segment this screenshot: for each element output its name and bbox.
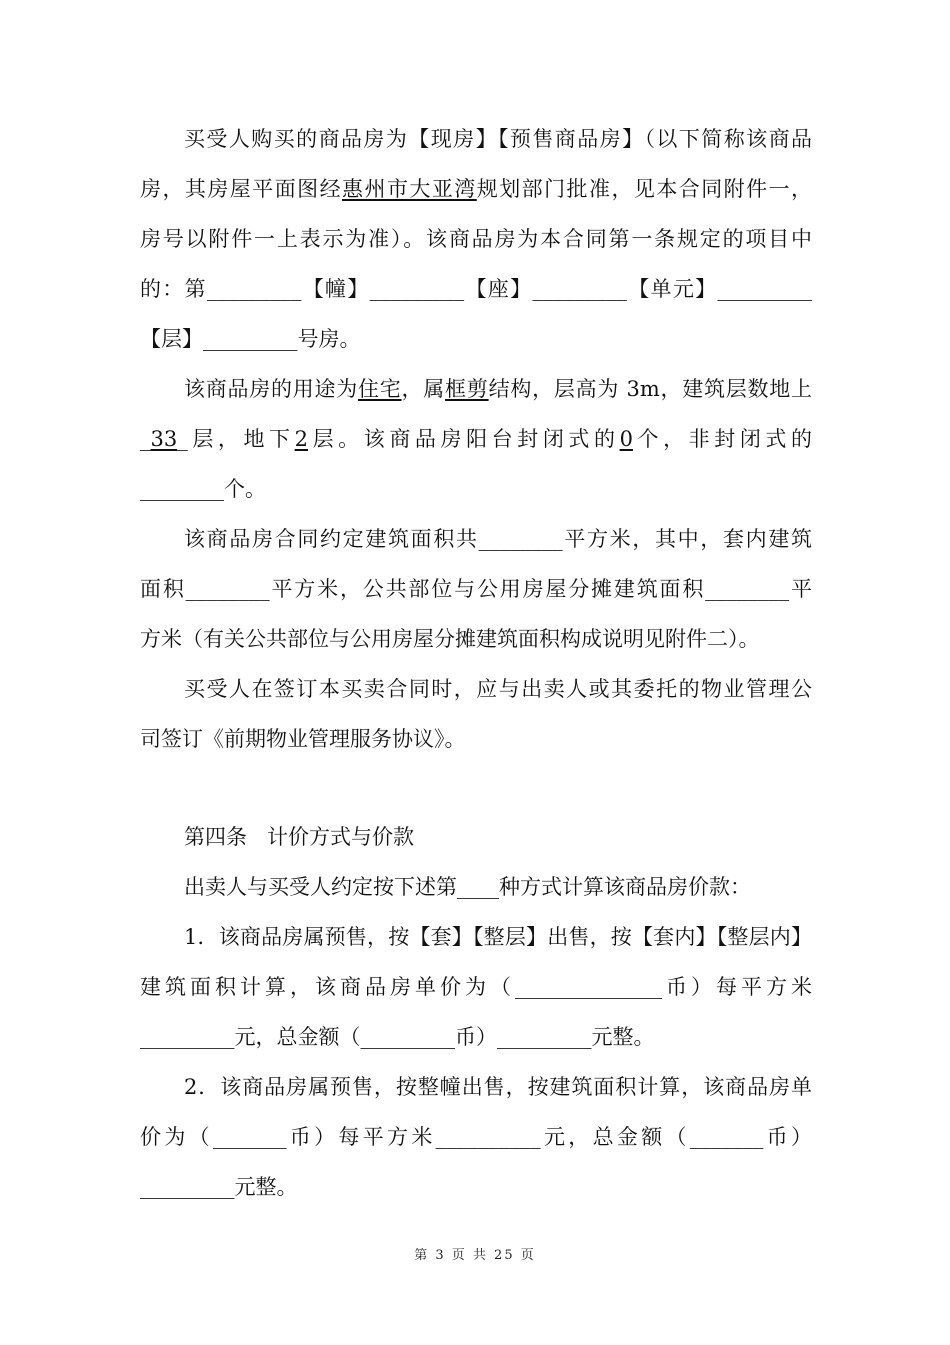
- text-run: 司签订《前期物业管理服务协议》。: [140, 727, 466, 751]
- text-run: 该商品房的用途为: [184, 377, 359, 401]
- para1-line1: [140, 114, 812, 164]
- underlined-floors-above: 33: [150, 427, 178, 451]
- text-run: 房，其房屋平面图经: [140, 177, 343, 201]
- text-run: 价为（_______币）每平方米__________元，总金额（_______币）: [140, 1125, 812, 1149]
- section-gap: [140, 764, 812, 812]
- para2-line2: [140, 414, 812, 464]
- text-run: 买受人在签订本买卖合同时，应与出卖人或其委托的物业管理公: [184, 677, 812, 701]
- article-number: 第四条: [184, 825, 247, 849]
- text-run: _________元，总金额（_________币）_________元整。: [140, 1025, 655, 1049]
- para2-line1: [140, 364, 812, 414]
- text-run: 出卖人与买受人约定按下述第____种方式计算该商品房价款：: [184, 875, 751, 899]
- article4-intro: [140, 862, 812, 912]
- text-run: 该商品房合同约定建筑面积共________平方米，其中，套内建筑: [184, 527, 812, 551]
- page-footer: 第 3 页 共 25 页: [414, 1248, 536, 1263]
- text-run: 层。该商品房阳台封闭式的: [308, 427, 620, 451]
- text-run: 建筑面积计算，该商品房单价为（______________币）每平方米: [140, 975, 812, 999]
- item2-line2: [140, 1112, 812, 1162]
- item1-line2: [140, 962, 812, 1012]
- text-run: _: [140, 427, 151, 451]
- para3-line2: [140, 564, 812, 614]
- para1-line3: [140, 214, 812, 264]
- para4-line1: [140, 664, 812, 714]
- underlined-city-name: 惠州市大亚湾: [342, 177, 477, 201]
- text-run: _层，地下: [177, 427, 295, 451]
- underlined-enclosed-balconies: 0: [619, 427, 633, 451]
- text-run: ________个。: [140, 477, 266, 501]
- text-run: 的：第_________【幢】_________【座】_________【单元】_________: [140, 277, 812, 301]
- item1-line1: [140, 912, 812, 962]
- text-run: 买受人购买的商品房为【现房】【预售商品房】（以下简称该商品: [184, 127, 812, 151]
- document-body: [140, 114, 812, 1212]
- text-run: 结构，层高为 3m，建筑层数地上: [488, 377, 812, 401]
- underlined-floors-below: 2: [294, 427, 309, 451]
- text-run: 2．该商品房属预售，按整幢出售，按建筑面积计算，该商品房单: [184, 1075, 812, 1099]
- para3-line1: [140, 514, 812, 564]
- text-run: 方米（有关公共部位与公用房屋分摊建筑面积构成说明见附件二）。: [140, 627, 760, 651]
- text-run: _________元整。: [140, 1175, 298, 1199]
- text-run: 房号以附件一上表示为准）。该商品房为本合同第一条规定的项目中: [140, 227, 812, 251]
- para1-line4: [140, 264, 812, 314]
- item2-line3: [140, 1162, 812, 1212]
- underlined-structure: 框剪: [445, 377, 489, 401]
- para1-line2: [140, 164, 812, 214]
- item2-line1: [140, 1062, 812, 1112]
- para1-line5: [140, 314, 812, 364]
- text-run: 面积________平方米，公共部位与公用房屋分摊建筑面积________平: [140, 577, 812, 601]
- item1-line3: [140, 1012, 812, 1062]
- article-title: 计价方式与价款: [267, 825, 415, 849]
- para4-line2: [140, 714, 812, 764]
- underlined-usage: 住宅: [358, 377, 402, 401]
- text-run: 1．该商品房属预售，按【套】【整层】出售，按【套内】【整层内】: [184, 925, 812, 949]
- text-run: ，属: [401, 377, 446, 401]
- text-run: 规划部门批准，见本合同附件一，: [476, 177, 812, 201]
- para2-line3: [140, 464, 812, 514]
- para3-line3: [140, 614, 812, 664]
- text-run: 个，非封闭式的: [632, 427, 812, 451]
- article4-heading: [140, 812, 812, 862]
- text-run: 【层】_________号房。: [140, 327, 361, 351]
